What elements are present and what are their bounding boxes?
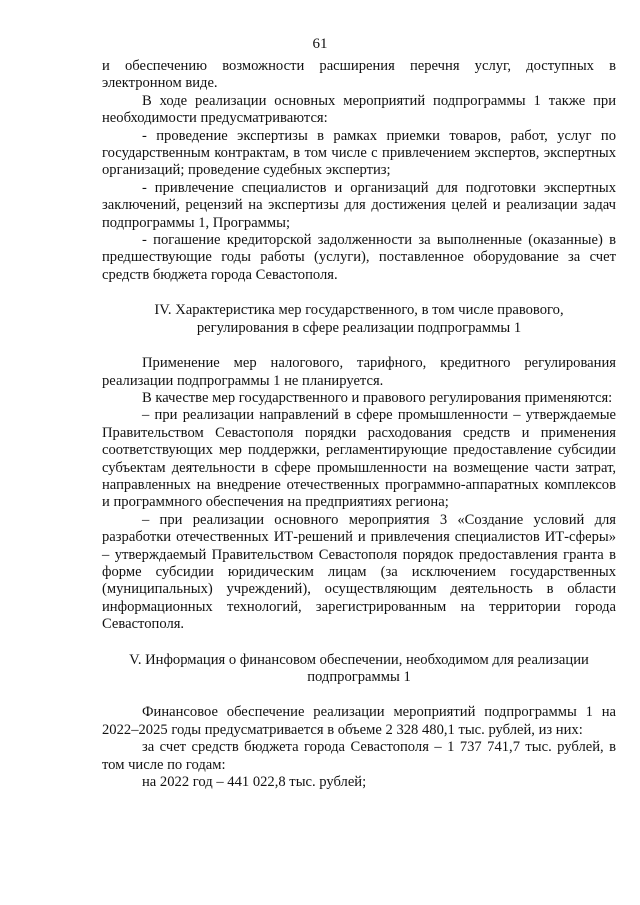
list-item-specialists: - привлечение специалистов и организаций для подготовки экспертных заключений, рецензий на экспертизы для достижения целей и реализации задач подпрограммы 1, Программы; — [102, 179, 616, 231]
section-5-paragraph-1: Финансовое обеспечение реализации мероприятий подпрограммы 1 на 2022–2025 годы предусматривается в объеме 2 328 480,1 тыс. рублей, из них: — [102, 704, 616, 738]
list-item-debt-repayment: - погашение кредиторской задолженности за выполненные (оказанные) в предшествующие годы работы (услуги), поставленное оборудование за счет средств бюджета города Севастополя. — [102, 232, 616, 283]
section-5-paragraph-2: за счет средств бюджета города Севастополя – 1 737 741,7 тыс. рублей, в том числе по годам: — [102, 739, 616, 773]
section-5-paragraph-3: на 2022 год – 441 022,8 тыс. рублей; — [142, 774, 367, 791]
section-5-heading-line-1: V. Информация о финансовом обеспечении, необходимом для реализации — [129, 651, 589, 668]
section-4-list-item-it-grant: – при реализации основного мероприятия 3 «Создание условий для разработки отечественных ИТ-решений и привлечения специалистов ИТ-сферы» – утверждаемый Правительством Севастополя порядок предоставления гранта в форме субсидии юридическим лицам (за исключением государственных (муниципальных) учреждений), осуществляющим деятельность в области информационных технологий, зарегистрированным на территории города Севастополя. — [102, 511, 616, 633]
section-4-heading-line-1: IV. Характеристика мер государственного, в том числе правового, — [154, 302, 564, 319]
section-4-heading-line-2: регулирования в сфере реализации подпрограммы 1 — [196, 319, 522, 336]
page-number: 61 — [312, 36, 328, 52]
section-4-paragraph-2: В качестве мер государственного и правового регулирования применяются: — [142, 389, 613, 406]
paragraph-intro: В ходе реализации основных мероприятий подпрограммы 1 также при необходимости предусматриваются: — [102, 92, 616, 127]
section-5-heading — [102, 652, 616, 687]
list-item-expertise: - проведение экспертизы в рамках приемки товаров, работ, услуг по государственным контрактам, в том числе с привлечением экспертов, экспертных организаций; проведение судебных экспертиз; — [102, 127, 616, 179]
section-4-list-item-industry: – при реализации направлений в сфере промышленности – утверждаемые Правительством Севастополя порядки расходования средств и применения соответствующих мер поддержки, регламентирующие предоставление субсидии субъектам деятельности в сфере промышленности на возмещение части затрат, направленных на внедрение отечественных программно-аппаратных комплексов и программного обеспечения на предприятиях региона; — [102, 407, 616, 511]
paragraph-continuation: и обеспечению возможности расширения перечня услуг, доступных в электронном виде. — [102, 58, 616, 92]
page-content — [102, 58, 616, 791]
section-4-heading — [102, 302, 616, 337]
section-4-paragraph-1: Применение мер налогового, тарифного, кредитного регулирования реализации подпрограммы 1 не планируется. — [102, 355, 616, 389]
section-5-heading-line-2: подпрограммы 1 — [307, 669, 411, 685]
